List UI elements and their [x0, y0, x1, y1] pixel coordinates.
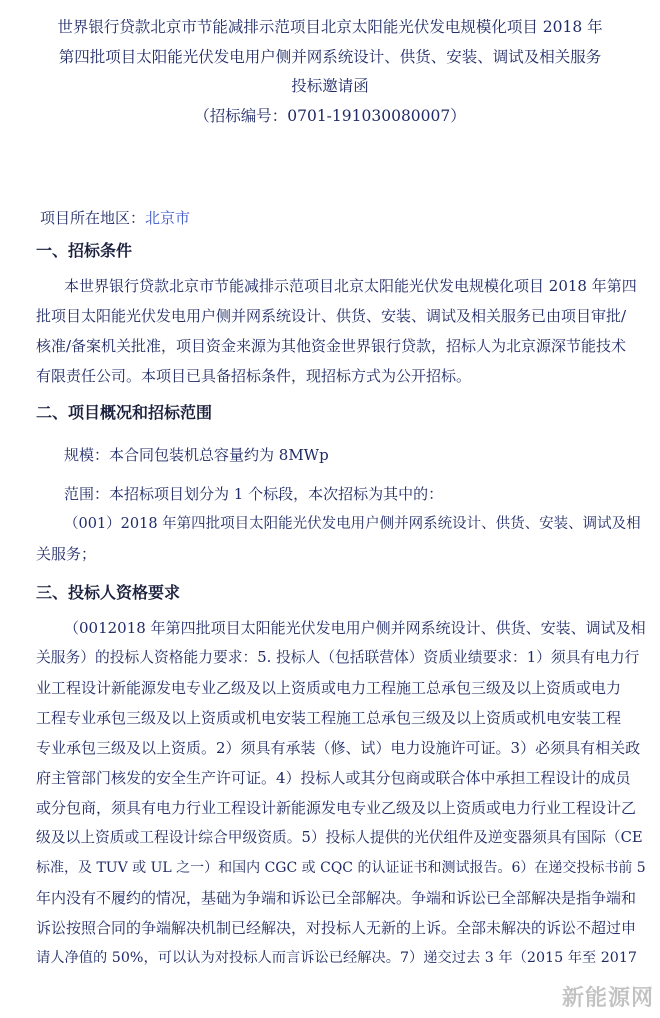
section-3-line: 关服务）的投标人资格能力要求：5. 投标人（包括联营体）资质业绩要求：1）须具有电力行 — [36, 649, 640, 666]
tender-number: （招标编号：0701-191030080007） — [194, 107, 466, 125]
section-2-heading: 二、项目概况和招标范围 — [36, 403, 213, 422]
section-3-heading: 三、投标人资格要求 — [36, 583, 181, 602]
site-watermark: 新能源网 — [561, 986, 654, 1011]
section-3-line: 或分包商，须具有电力行业工程设计新能源发电专业乙级及以上资质或电力行业工程设计乙 — [36, 799, 637, 817]
section-3-line: 业工程设计新能源发电专业乙级及以上资质或电力工程施工总承包三级及以上资质或电力 — [36, 679, 622, 697]
scope-line: 范围：本招标项目划分为 1 个标段，本次招标为其中的： — [64, 485, 444, 503]
section-3-line: 工程专业承包三级及以上资质或机电安装工程施工总承包三级及以上资质或机电安装工程 — [36, 709, 622, 727]
lot-line: 关服务； — [36, 545, 97, 563]
title-line-2: 第四批项目太阳能光伏发电用户侧并网系统设计、供货、安装、调试及相关服务 — [58, 48, 602, 66]
section-3-line: 请人净值的 50%，可以认为对投标人而言诉讼已经解决。7）递交过去 3 年（2015 年至 2017 — [36, 950, 637, 966]
section-3-line: 标准，及 TUV 或 UL 之一）和国内 CGC 或 CQC 的认证证书和测试报告。6）在递交投标书前 5 — [36, 860, 646, 876]
section-3-line: 年内没有不履约的情况，基础为争端和诉讼已全部解决。争端和诉讼已全部解决是指争端和 — [36, 889, 637, 907]
section-1-line: 本世界银行贷款北京市节能减排示范项目北京太阳能光伏发电规模化项目 2018 年第四 — [64, 277, 637, 295]
section-3-line: 级及以上资质或工程设计综合甲级资质。5）投标人提供的光伏组件及逆变器须具有国际（CE — [36, 829, 643, 846]
location-value: 北京市 — [145, 209, 191, 227]
title-line-3: 投标邀请函 — [291, 77, 369, 95]
location-label: 项目所在地区： — [40, 209, 146, 227]
scale-line: 规模：本合同包装机总容量约为 8MWp — [64, 446, 329, 464]
section-3-line: 诉讼按照合同的争端解决机制已经解决，对投标人无新的上诉。全部未解决的诉讼不超过申 — [36, 919, 637, 937]
section-1-heading: 一、招标条件 — [36, 241, 133, 260]
section-3-line: （0012018 年第四批项目太阳能光伏发电用户侧并网系统设计、供货、安装、调试及相 — [64, 619, 646, 637]
section-1-line: 批项目太阳能光伏发电用户侧并网系统设计、供货、安装、调试及相关服务已由项目审批/ — [36, 307, 627, 325]
title-line-1: 世界银行贷款北京市节能减排示范项目北京太阳能光伏发电规模化项目 2018 年 — [57, 18, 603, 36]
lot-line: （001）2018 年第四批项目太阳能光伏发电用户侧并网系统设计、供货、安装、调试及相 — [64, 516, 641, 532]
project-location — [40, 207, 190, 229]
section-3-line: 府主管部门核发的安全生产许可证。4）投标人或其分包商或联合体中承担工程设计的成员 — [36, 769, 631, 787]
section-3-line: 专业承包三级及以上资质。2）须具有承装（修、试）电力设施许可证。3）必须具有相关政 — [36, 739, 641, 757]
section-1-line: 核准/备案机关批准，项目资金来源为其他资金世界银行贷款，招标人为北京源深节能技术 — [36, 337, 627, 355]
section-1-line: 有限责任公司。本项目已具备招标条件，现招标方式为公开招标。 — [36, 367, 472, 385]
